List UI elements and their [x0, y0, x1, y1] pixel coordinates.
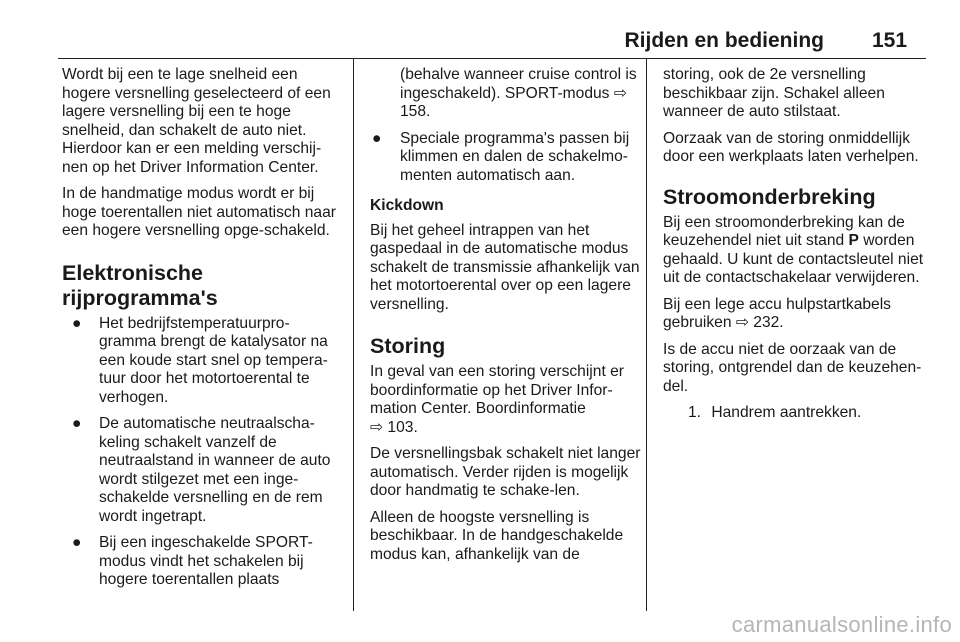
list-item-continuation	[370, 66, 642, 122]
page-ref-icon: ⇨	[370, 418, 384, 436]
paragraph: In geval van een storing verschijnt er boordinformatie op het Driver Infor-mation Center. Boordinformatie ⇨ 103.	[370, 363, 624, 436]
gear-position-key: P	[848, 232, 859, 249]
list-item-text: (behalve wanneer cruise control is ingeschakeld). SPORT-modus	[400, 66, 637, 102]
step-text: Handrem aantrekken.	[711, 404, 862, 421]
step-number: 1.	[688, 404, 702, 421]
paragraph: Is de accu niet de oorzaak van de storing, ontgrendel dan de keuzehen-del.	[663, 340, 922, 395]
bullet-icon: ●	[72, 415, 82, 432]
paragraph: Alleen de hoogste versnelling is beschikbaar. In de handgeschakelde modus kan, afhankelijk van de	[370, 508, 624, 563]
watermark: carmanualsonline.info	[731, 612, 952, 637]
paragraph: In de handmatige modus wordt er bij hoge toerentallen niet automatisch naar een hogere versnelling opge-schakeld.	[62, 185, 336, 239]
paragraph: Bij het geheel intrappen van het gaspedaal in de automatische modus schakelt de transmissie afhankelijk van het motortoerental over op een lagere versnelling.	[370, 221, 640, 313]
paragraph: Bij een lege accu hulpstartkabels gebruiken ⇨ 232.	[663, 295, 891, 331]
section-heading: Elektronische rijprogramma's	[62, 260, 218, 310]
paragraph: De versnellingsbak schakelt niet langer automatisch. Verder rijden is mogelijk door handmatig te schake-len.	[370, 445, 641, 499]
page-reference: 158.	[400, 103, 431, 120]
page-number: 151	[872, 29, 908, 52]
section-heading: Stroomonderbreking	[663, 184, 876, 209]
bullet-icon: ●	[72, 534, 82, 551]
list-item	[62, 534, 344, 590]
paragraph: Wordt bij een te lage snelheid een hogere versnelling geselecteerd of een lagere versnelling bij een te hoge snelheid, dan schakelt de auto niet. Hierdoor kan er een melding verschij-nen op het Driver Information Center.	[62, 66, 331, 176]
header-rule	[58, 58, 926, 59]
list-item-text: Bij een ingeschakelde SPORT-modus vindt het schakelen bij hogere toerentallen plaats	[99, 534, 313, 588]
column-1	[62, 66, 344, 598]
list-item	[62, 415, 344, 526]
list-item-text: Het bedrijfstemperatuurpro-gramma brengt de katalysator na een koude start snel op tempera-tuur door het motortoerental te verhogen.	[99, 314, 328, 406]
section-title: Rijden en bediening	[624, 29, 824, 52]
page-ref-icon: ⇨	[613, 84, 627, 102]
paragraph: Oorzaak van de storing onmiddellijk door een werkplaats laten verhelpen.	[663, 129, 919, 165]
paragraph: Bij een stroomonderbreking kan de keuzehendel niet uit stand P worden gehaald. U kunt de contactsleutel niet uit de contactschakelaar verwijderen.	[663, 213, 924, 286]
list-item	[370, 130, 642, 186]
paragraph: storing, ook de 2e versnelling beschikbaar zijn. Schakel alleen wanneer de auto stilstaat.	[663, 66, 885, 120]
bullet-icon: ●	[372, 129, 382, 147]
list-item-text: Speciale programma's passen bij klimmen en dalen de schakelmo-menten automatisch aan.	[400, 129, 630, 184]
column-divider	[353, 59, 354, 611]
page-ref-icon: ⇨	[735, 314, 749, 331]
list-item-text: De automatische neutraalscha-keling schakelt vanzelf de neutraalstand in wanneer de auto wordt stilgezet met een inge-schakelde versnelling en de rem wordt ingetrapt.	[99, 415, 331, 525]
column-divider	[646, 59, 647, 611]
section-heading: Storing	[370, 334, 446, 358]
numbered-step	[663, 404, 931, 423]
bullet-icon: ●	[72, 314, 82, 332]
column-3	[663, 66, 931, 431]
subheading: Kickdown	[370, 197, 444, 214]
page-reference: 103.	[387, 418, 418, 436]
list-item	[62, 315, 344, 408]
column-2	[370, 66, 642, 572]
page-reference: 232.	[753, 314, 784, 331]
